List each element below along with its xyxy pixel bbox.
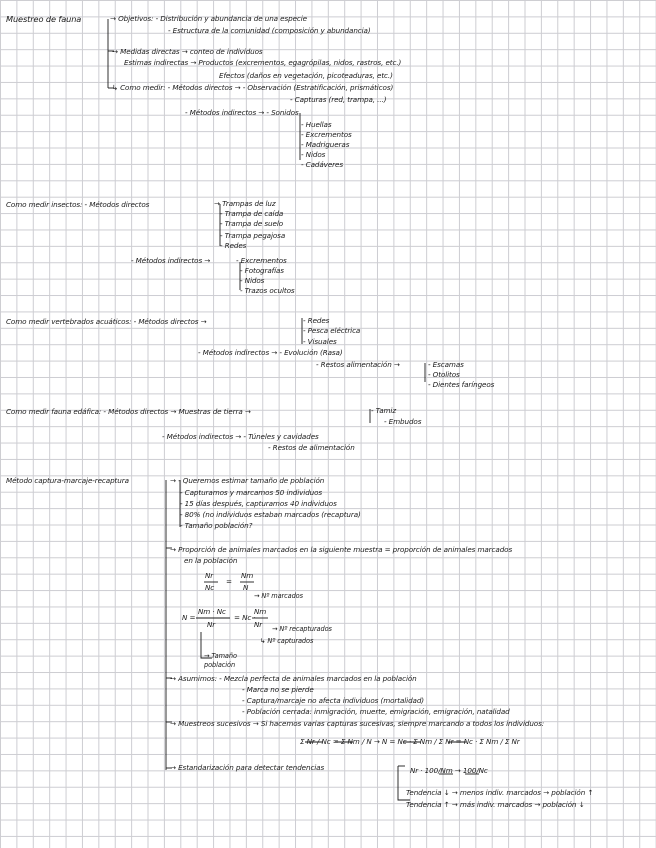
section-title-edafica: Como medir fauna edáfica: - Métodos directos → Muestras de tierra → [6,407,251,416]
captura-bullet: → - Queremos estimar tamaño de población [170,476,325,485]
section-title-vertebrados: Como medir vertebrados acuáticos: - Métodos directos → [6,317,207,326]
asumimos-item: - Captura/marcaje no afecta individuos (mortalidad) [242,696,425,705]
formula1-eq: = [226,577,232,586]
asumimos-item: - Población cerrada: inmigración, muerte, emigración, emigración, natalidad [242,707,510,716]
muestreos-line: → Muestreos sucesivos → Si hacemos varias capturas sucesivas, siempre marcando a todos los individuos: [170,719,545,728]
tendencia-1: Tendencia ↓ → menos indiv. marcados → población ↑ [406,788,594,797]
efectos-line: Efectos (daños en vegetación, picoteaduras, etc.) [219,71,393,80]
insectos-dir-item: - Redes [220,241,247,250]
asumimos-line: → Asumimos: - Mezcla perfecta de animales marcados en la población [170,674,417,683]
captura-bullet: - Capturamos y marcamos 50 individuos [180,488,323,497]
vert-restos: - Restos alimentación → [316,360,400,369]
insectos-dir-item: - Trampa pegajosa [220,231,286,240]
proporcion-line-2: en la población [184,556,238,565]
formula2-num: Nm · Nc [198,607,226,616]
formula1-num-left: Nr [205,571,214,580]
medidas-line: → Medidas directas → conteo de individuos [112,47,263,56]
edafica-ind-label: - Métodos indirectos → - Túneles y cavidades [162,432,319,441]
vert-dir-item: - Redes [303,316,330,325]
ind-item: - Madrigueras [301,140,350,149]
formula2-den: Nr [207,620,216,629]
insectos-dir-item: → Trampas de luz [214,199,276,208]
captura-bullet: - 15 días después, capturamos 40 individuos [180,499,337,508]
tamano-label: → Tamaño [204,652,237,660]
section-title-captura: Método captura-marcaje-recaptura [6,476,129,485]
insectos-dir-item: - Trampa de caída [220,209,284,218]
insectos-ind-label: - Métodos indirectos → [131,256,211,265]
vert-restos-item: - Escamas [428,360,464,369]
ind-item: - Nidos [301,150,326,159]
formula2-note2: ↳ Nº capturados [260,637,314,645]
edafica-ind-2: - Restos de alimentación [268,443,355,452]
ind-item: - Cadáveres [301,160,343,169]
estimas-line: Estimas indirectas → Productos (excrementos, egagrópilas, nidos, rastros, etc.) [124,58,402,67]
vert-dir-item: - Pesca eléctrica [303,326,361,335]
indirectos-line: - Métodos indirectos → - Sonidos [185,108,299,117]
muestreos-formula: Σ Nr / Nc = Σ Nm / N → N = Nc · Σ Nm / Σ Nr = Nc · Σ Nm / Σ Nr [300,737,520,746]
formula1-den-right: N [243,583,249,592]
formula1-num-right: Nm [241,571,254,580]
captura-bullet: - 80% (no individuos estaban marcados (recaptura) [180,510,361,519]
insectos-ind-item: - Fotografías [240,266,284,275]
vert-restos-item: - Dientes faríngeos [428,380,495,389]
insectos-ind-item: - Nidos [240,276,265,285]
insectos-dir-item: - Trampa de suelo [220,219,284,228]
edafica-dir-item: - Tamiz [371,406,396,415]
asumimos-item: - Marca no se pierde [242,685,314,694]
section-title-muestreo: Muestreo de fauna [6,14,82,24]
formula2-note1: → Nº recapturados [272,625,332,633]
tamano-label-2: población [204,661,236,669]
como-medir-line: ↳ Como medir: - Métodos directos → - Observación (Estratificación, prismáticos) [112,83,394,92]
capturas-line: - Capturas (red, trampa, ...) [290,95,387,104]
tendencia-2: Tendencia ↑ → más indiv. marcados → población ↓ [406,800,585,809]
objetivos-line: → Objetivos: - Distribución y abundancia de una especie [110,14,307,23]
formula1-note: → Nº marcados [254,592,303,600]
formula2-eq: = Nc · [234,613,256,622]
formula2-lhs: N = [182,613,196,622]
ind-item: - Excrementos [301,130,352,139]
vert-restos-item: - Otolitos [428,370,460,379]
edafica-dir-item: - Embudos [384,417,422,426]
estandar-formula: Nr · 100/Nm → 100/Nc [410,766,488,775]
formula2-num2: Nm [254,607,267,616]
captura-bullet: - Tamaño población? [180,521,253,530]
proporcion-line: → Proporción de animales marcados en la siguiente muestra = proporción de animales marcados [170,545,513,554]
vert-ind-label: - Métodos indirectos → - Evolución (Rasa) [198,348,343,357]
formula1-den-left: Nc [205,583,215,592]
insectos-ind-item: - Excrementos [236,256,287,265]
section-title-insectos: Como medir insectos: - Métodos directos [6,200,150,209]
vert-dir-item: - Visuales [303,337,337,346]
objetivos-line-2: - Estructura de la comunidad (composición y abundancia) [168,26,371,35]
estandar-line: → Estandarización para detectar tendencias [170,763,325,772]
ind-item: - Huellas [301,120,332,129]
formula2-den2: Nr [254,620,263,629]
insectos-ind-item: - Trazos ocultos [240,286,295,295]
